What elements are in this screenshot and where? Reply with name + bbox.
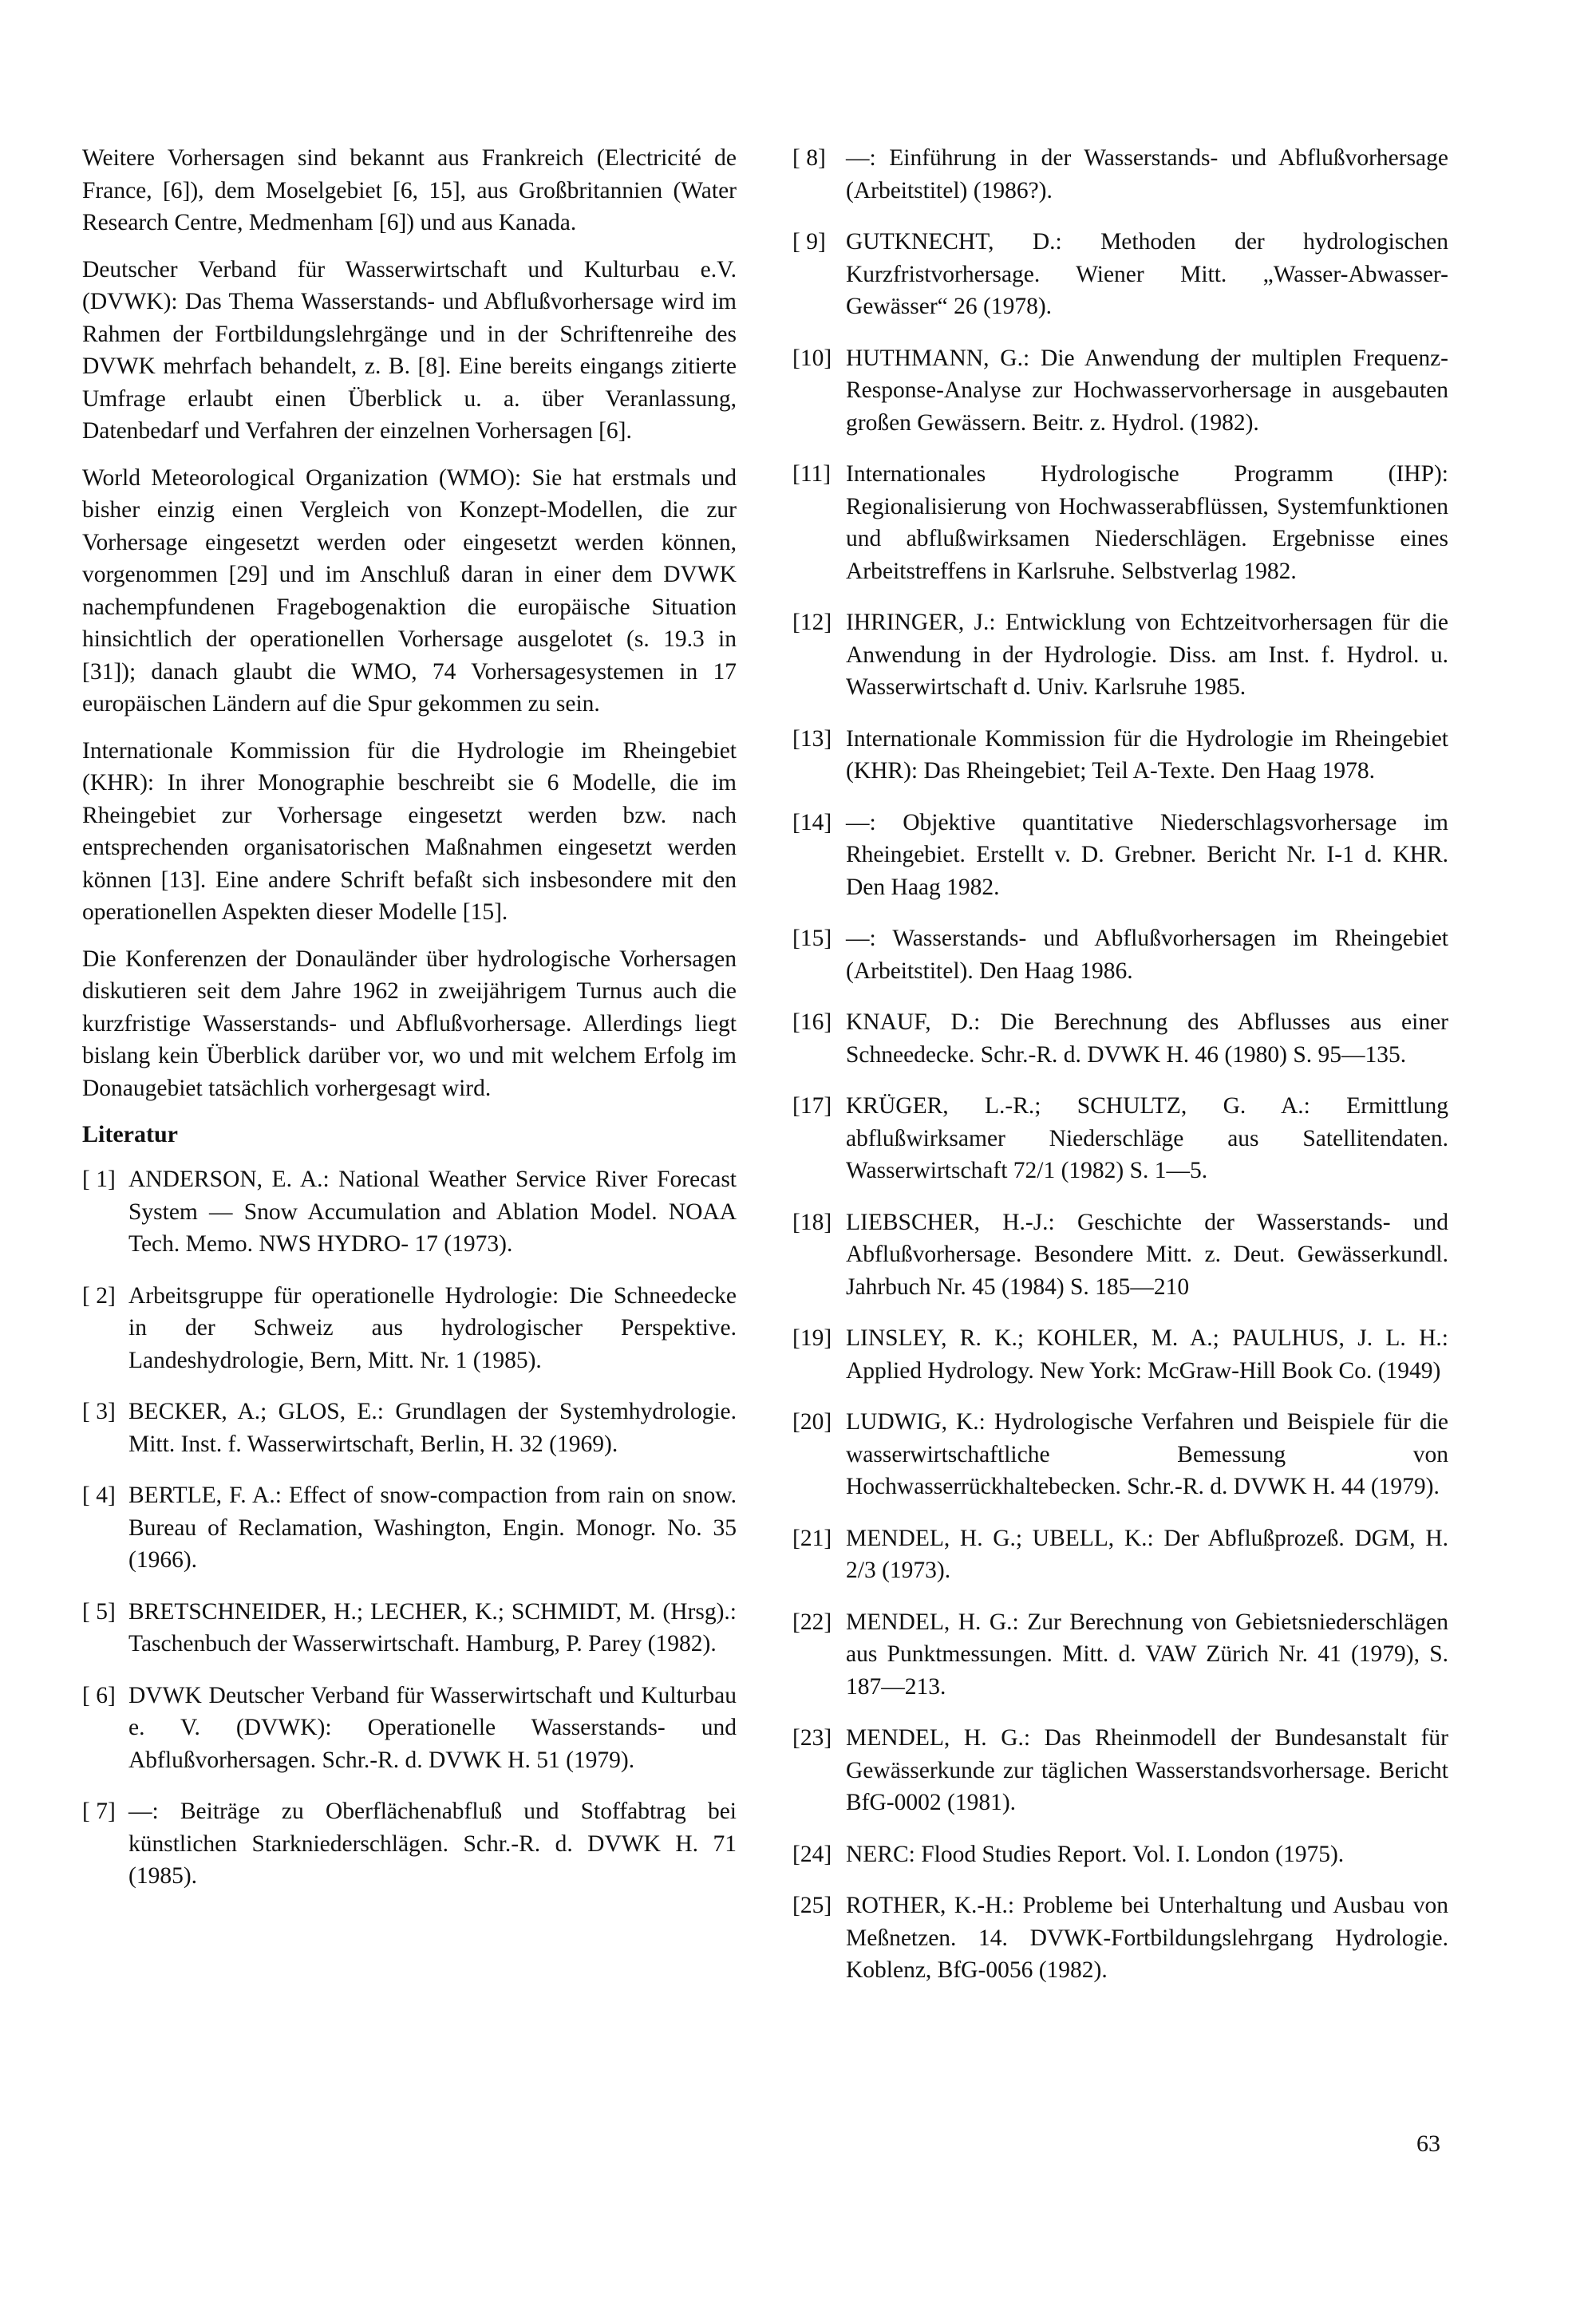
reference-item [792,1606,1448,1704]
right-column [792,142,1448,2006]
reference-text: LINSLEY, R. K.; KOHLER, M. A.; PAULHUS, J. L. H.: Applied Hydrology. New York: McGraw-Hill Book Co. (1949) [846,1325,1448,1384]
left-column [82,142,737,1912]
reference-item [792,226,1448,323]
reference-number: [21] [792,1525,832,1551]
reference-number: [16] [792,1009,832,1035]
reference-text: MENDEL, H. G.: Zur Berechnung von Gebietsniederschlägen aus Punktmessungen. Mitt. d. VAW Zürich Nr. 41 (1979), S. 187—213. [846,1609,1448,1700]
reference-number: [22] [792,1609,832,1635]
reference-text: GUTKNECHT, D.: Methoden der hydrologischen Kurzfristvorhersage. Wiener Mitt. „Wasser-Abwasser-Gewässer“ 26 (1978). [846,229,1448,319]
reference-item [792,1406,1448,1503]
reference-text: BERTLE, F. A.: Effect of snow-compaction from rain on snow. Bureau of Reclamation, Washington, Engin. Monogr. No. 35 (1966). [128,1483,737,1573]
reference-text: LUDWIG, K.: Hydrologische Verfahren und Beispiele für die wasserwirtschaftliche Bemessung von Hochwasserrückhaltebecken. Schr.-R. d. DVWK H. 44 (1979). [846,1409,1448,1499]
reference-item [82,1396,737,1460]
reference-number: [ 8] [792,145,826,171]
reference-item [792,1206,1448,1304]
reference-text: —: Einführung in der Wasserstands- und Abflußvorhersage (Arbeitstitel) (1986?). [846,145,1448,203]
reference-item [82,1795,737,1893]
reference-item [792,1522,1448,1587]
reference-text: —: Wasserstands- und Abflußvorhersagen im Rheingebiet (Arbeitstitel). Den Haag 1986. [846,926,1448,984]
reference-number: [ 6] [82,1682,116,1708]
reference-item [792,922,1448,987]
reference-item [792,1006,1448,1071]
reference-text: ROTHER, K.-H.: Probleme bei Unterhaltung und Ausbau von Meßnetzen. 14. DVWK-Fortbildungslehrgang Hydrologie. Koblenz, BfG-0056 (1982). [846,1893,1448,1983]
reference-item [792,606,1448,704]
reference-list-left [82,1163,737,1893]
reference-number: [ 1] [82,1167,116,1192]
reference-text: HUTHMANN, G.: Die Anwendung der multiplen Frequenz-Response-Analyse zur Hochwasservorhersage in ausgebauten großen Gewässern. Beitr. z. Hydrol. (1982). [846,345,1448,436]
paragraph-danube-conferences: Die Konferenzen der Donauländer über hydrologische Vorhersagen diskutieren seit dem Jahre 1962 in zweijährigem Turnus auch die kurzfristige Wasserstands- und Abflußvorhersage. Allerdings liegt bislang kein Überblick darüber vor, wo und mit welchem Erfolg im Donaugebiet tatsächlich vorhergesagt wird. [82,946,737,1101]
reference-number: [25] [792,1893,832,1918]
reference-list-right [792,142,1448,1987]
reference-text: —: Objektive quantitative Niederschlagsvorhersage im Rheingebiet. Erstellt v. D. Grebner. Bericht Nr. I-1 d. KHR. Den Haag 1982. [846,809,1448,900]
reference-number: [14] [792,809,832,835]
reference-item [792,1890,1448,1987]
reference-text: BRETSCHNEIDER, H.; LECHER, K.; SCHMIDT, M. (Hrsg).: Taschenbuch der Wasserwirtschaft. Hamburg, P. Parey (1982). [128,1598,737,1657]
reference-number: [24] [792,1841,832,1867]
reference-text: MENDEL, H. G.; UBELL, K.: Der Abflußprozeß. DGM, H. 2/3 (1973). [846,1525,1448,1583]
reference-text: —: Beiträge zu Oberflächenabfluß und Stoffabtrag bei künstlichen Starkniederschlägen. Schr.-R. d. DVWK H. 71 (1985). [128,1799,737,1889]
reference-number: [ 4] [82,1483,116,1508]
reference-text: MENDEL, H. G.: Das Rheinmodell der Bundesanstalt für Gewässerkunde zur täglichen Wasserstandsvorhersage. Bericht BfG-0002 (1981). [846,1725,1448,1815]
reference-text: Internationale Kommission für die Hydrologie im Rheingebiet (KHR): Das Rheingebiet; Teil A-Texte. Den Haag 1978. [846,725,1448,784]
reference-text: DVWK Deutscher Verband für Wasserwirtschaft und Kulturbau e. V. (DVWK): Operationelle Wasserstands- und Abflußvorhersagen. Schr.-R. d. DVWK H. 51 (1979). [128,1682,737,1773]
reference-text: Arbeitsgruppe für operationelle Hydrologie: Die Schneedecke in der Schweiz aus hydrologischer Perspektive. Landeshydrologie, Bern, Mitt. Nr. 1 (1985). [128,1282,737,1373]
paragraph-wmo: World Meteorological Organization (WMO): Sie hat erstmals und bisher einzig einen Vergleich von Konzept-Modellen, die zur Vorhersage eingesetzt werden oder eingesetzt werden können, vorgenommen [29] und im Anschluß daran in einer dem DVWK nachempfundenen Fragebogenaktion die europäische Situation hinsichtlich der operationellen Vorhersage ausgelotet (s. 19.3 in [31]); danach glaubt die WMO, 74 Vorhersagesystemen in 17 europäischen Ländern auf die Spur gekommen zu sein. [82,464,737,717]
reference-item [792,1722,1448,1819]
reference-number: [12] [792,610,832,635]
literature-heading: Literatur [82,1121,178,1147]
reference-item [82,1163,737,1261]
reference-text: IHRINGER, J.: Entwicklung von Echtzeitvorhersagen für die Anwendung in der Hydrologie. Diss. am Inst. f. Hydrol. u. Wasserwirtschaft d. Univ. Karlsruhe 1985. [846,610,1448,700]
reference-item [792,1838,1448,1871]
reference-text: BECKER, A.; GLOS, E.: Grundlagen der Systemhydrologie. Mitt. Inst. f. Wasserwirtschaft, Berlin, H. 32 (1969). [128,1399,737,1457]
reference-number: [ 3] [82,1399,116,1424]
reference-item [82,1680,737,1777]
reference-item [792,1090,1448,1187]
reference-number: [17] [792,1093,832,1119]
reference-number: [11] [792,461,832,487]
reference-number: [13] [792,725,832,752]
reference-number: [ 9] [792,229,826,255]
reference-item [82,1280,737,1377]
reference-text: Internationales Hydrologische Programm (IHP): Regionalisierung von Hochwasserabflüssen, Systemfunktionen und abflußwirksamen Niederschlägen. Ergebnisse eines Arbeitstreffens in Karlsruhe. Selbstverlag 1982. [846,461,1448,584]
page-number: 63 [1416,2130,1440,2157]
paragraph-forecasts-other-countries: Weitere Vorhersagen sind bekannt aus Frankreich (Electricité de France, [6]), dem Moselgebiet [6, 15], aus Großbritannien (Water Research Centre, Medmenham [6]) und aus Kanada. [82,145,737,235]
reference-text: ANDERSON, E. A.: National Weather Service River Forecast System — Snow Accumulation and Ablation Model. NOAA Tech. Memo. NWS HYDRO- 17 (1973). [128,1167,737,1257]
reference-item [792,723,1448,788]
paragraph-dvwk: Deutscher Verband für Wasserwirtschaft und Kulturbau e.V. (DVWK): Das Thema Wasserstands- und Abflußvorhersage wird im Rahmen der Fortbildungslehrgänge und in der Schriftenreihe des DVWK mehrfach behandelt, z. B. [8]. Eine bereits eingangs zitierte Umfrage erlaubt einen Überblick u. a. über Veranlassung, Datenbedarf und Verfahren der einzelnen Vorhersagen [6]. [82,256,737,444]
reference-item [792,807,1448,904]
reference-text: NERC: Flood Studies Report. Vol. I. London (1975). [846,1841,1345,1867]
reference-number: [ 7] [82,1799,116,1824]
reference-number: [15] [792,926,832,951]
reference-text: KRÜGER, L.-R.; SCHULTZ, G. A.: Ermittlung abflußwirksamer Niederschläge aus Satellitendaten. Wasserwirtschaft 72/1 (1982) S. 1—5. [846,1093,1448,1183]
reference-item [82,1479,737,1577]
reference-text: KNAUF, D.: Die Berechnung des Abflusses aus einer Schneedecke. Schr.-R. d. DVWK H. 46 (1980) S. 95—135. [846,1009,1448,1068]
reference-number: [19] [792,1325,832,1351]
reference-number: [23] [792,1725,832,1751]
reference-text: LIEBSCHER, H.-J.: Geschichte der Wasserstands- und Abflußvorhersage. Besondere Mitt. z. Deut. Gewässerkundl. Jahrbuch Nr. 45 (1984) S. 185—210 [846,1209,1448,1300]
reference-number: [18] [792,1209,832,1235]
reference-item [82,1596,737,1661]
reference-number: [ 5] [82,1598,116,1625]
reference-item [792,1322,1448,1387]
reference-number: [20] [792,1409,832,1435]
paragraph-khr: Internationale Kommission für die Hydrologie im Rheingebiet (KHR): In ihrer Monographie beschreibt sie 6 Modelle, die im Rheingebiet zur Vorhersage eingesetzt werden bzw. nach entsprechenden organisatorischen Maßnahmen eingesetzt werden können [13]. Eine andere Schrift befaßt sich insbesondere mit den operationellen Aspekten dieser Modelle [15]. [82,737,737,925]
reference-number: [ 2] [82,1282,116,1309]
reference-item [792,342,1448,440]
reference-number: [10] [792,345,832,371]
reference-item [792,458,1448,587]
reference-item [792,142,1448,207]
